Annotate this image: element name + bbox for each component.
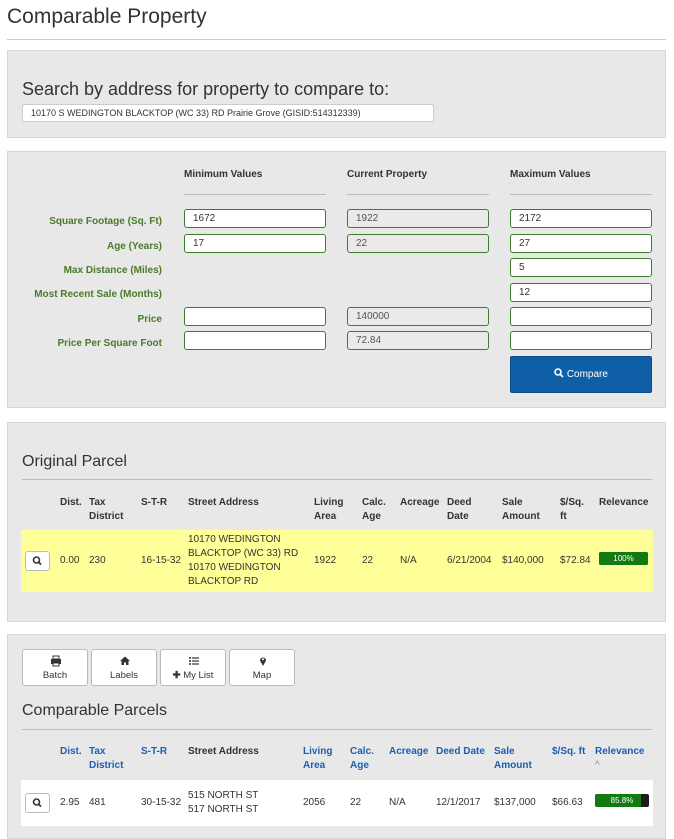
- max-distance-label: Max Distance (Miles): [63, 265, 162, 276]
- comp-str: 30-15-32: [141, 797, 182, 808]
- batch-label: Batch: [42, 670, 68, 681]
- comparable-row: [21, 780, 653, 826]
- orig-sqft: $72.84: [560, 555, 591, 566]
- sort-living-area[interactable]: [303, 745, 332, 773]
- th-dist: Dist.: [60, 497, 82, 508]
- comp-deed: 12/1/2017: [436, 797, 481, 808]
- sort-tax-a: Tax: [89, 746, 106, 757]
- search-icon: [26, 794, 49, 812]
- print-icon: [23, 655, 89, 667]
- my-list-button[interactable]: [160, 649, 226, 686]
- th-sqft-b: ft: [560, 511, 567, 522]
- th-sale-amount: [502, 496, 540, 524]
- sort-relevance-label: Relevance: [595, 746, 645, 757]
- comp-sale: $137,000: [494, 797, 536, 808]
- orig-addr-1: 10170 WEDINGTON: [188, 534, 281, 545]
- sort-tax-b: District: [89, 760, 124, 771]
- filter-panel: [7, 151, 666, 408]
- comp-address: [188, 789, 258, 817]
- orig-relevance-label: 100%: [613, 554, 634, 563]
- comp-acreage: N/A: [389, 797, 406, 808]
- max-distance-input[interactable]: 5: [510, 258, 652, 277]
- max-divider: [510, 194, 652, 195]
- title-divider: [7, 39, 666, 40]
- sqft-max-input[interactable]: 2172: [510, 209, 652, 228]
- orig-relevance-bar: [599, 552, 648, 565]
- address-search-input[interactable]: 10170 S WEDINGTON BLACKTOP (WC 33) RD Prairie Grove (GISID:514312339): [22, 104, 434, 122]
- map-marker-icon: [230, 655, 296, 667]
- th-calc-b: Age: [362, 511, 381, 522]
- th-deed-date: [447, 496, 471, 524]
- th-deed-a: Deed: [447, 497, 472, 508]
- sort-sale-a: Sale: [494, 746, 515, 757]
- search-icon: [26, 552, 49, 570]
- map-label: Map: [252, 670, 272, 681]
- search-icon: [554, 368, 564, 378]
- original-parcel-row: [21, 530, 653, 592]
- sort-dist[interactable]: Dist.: [60, 746, 82, 757]
- compare-button[interactable]: [510, 356, 652, 393]
- sort-str[interactable]: S-T-R: [141, 746, 168, 757]
- search-heading: Search by address for property to compare to:: [22, 79, 390, 99]
- sort-living-a: Living: [303, 746, 333, 757]
- orig-acreage: N/A: [400, 555, 417, 566]
- age-min-input[interactable]: 17: [184, 234, 326, 253]
- comparable-parcels-title: Comparable Parcels: [22, 702, 167, 719]
- age-label: Age (Years): [106, 241, 162, 252]
- comp-relevance-bar: [595, 794, 649, 807]
- sort-sale-amount[interactable]: [494, 745, 532, 773]
- view-comparable-button[interactable]: [25, 793, 50, 813]
- th-street-address: Street Address: [188, 497, 259, 508]
- th-acreage: Acreage: [400, 497, 440, 508]
- th-sale-b: Amount: [502, 511, 540, 522]
- th-calc-age: [362, 496, 386, 524]
- labels-label: Labels: [110, 670, 138, 681]
- max-values-heading: Maximum Values: [510, 169, 591, 180]
- age-current-value: 22: [347, 234, 489, 253]
- view-parcel-button[interactable]: [25, 551, 50, 571]
- min-divider: [184, 194, 326, 195]
- comp-sqft: $66.63: [552, 797, 583, 808]
- sort-living-b: Area: [303, 760, 326, 771]
- comp-tax: 481: [89, 797, 106, 808]
- min-values-heading: Minimum Values: [184, 169, 263, 180]
- th-comp-street-address: Street Address: [188, 746, 259, 757]
- comp-dist: 2.95: [60, 797, 80, 808]
- sort-relevance[interactable]: [595, 745, 644, 773]
- my-list-label-wrap: [161, 670, 225, 681]
- sqft-min-input[interactable]: 1672: [184, 209, 326, 228]
- comparable-parcels-panel: [7, 634, 666, 839]
- sort-tax-district[interactable]: [89, 745, 123, 773]
- recent-sale-label: Most Recent Sale (Months): [34, 289, 162, 300]
- price-max-input[interactable]: [510, 307, 652, 326]
- orig-tax: 230: [89, 555, 106, 566]
- th-price-sqft: [560, 496, 584, 524]
- orig-dist: 0.00: [60, 555, 80, 566]
- price-min-input[interactable]: [184, 307, 326, 326]
- comp-relevance-label: 85.8%: [610, 796, 634, 805]
- th-str: S-T-R: [141, 497, 168, 508]
- th-deed-b: Date: [447, 511, 469, 522]
- th-relevance: Relevance: [599, 497, 649, 508]
- orig-deed: 6/21/2004: [447, 555, 492, 566]
- plus-icon: ✚: [172, 670, 181, 681]
- th-sqft-a: $/Sq.: [560, 497, 584, 508]
- price-label: Price: [137, 314, 162, 325]
- batch-button[interactable]: [22, 649, 88, 686]
- sqft-label: Square Footage (Sq. Ft): [49, 216, 162, 227]
- orig-addr-2: BLACKTOP (WC 33) RD: [188, 548, 299, 559]
- sort-calc-age[interactable]: [350, 745, 374, 773]
- orig-sale: $140,000: [502, 555, 544, 566]
- home-icon: [92, 655, 158, 667]
- comp-addr-1: 515 NORTH ST: [188, 790, 259, 801]
- comp-living: 2056: [303, 797, 326, 808]
- orig-str: 16-15-32: [141, 555, 182, 566]
- th-tax-district: [89, 496, 123, 524]
- original-parcel-title: Original Parcel: [22, 453, 127, 470]
- orig-age: 22: [362, 555, 374, 566]
- orig-addr-3: 10170 WEDINGTON: [188, 562, 281, 573]
- age-max-input[interactable]: 27: [510, 234, 652, 253]
- map-button[interactable]: [229, 649, 295, 686]
- original-divider: [22, 479, 652, 480]
- sort-calc-a: Calc.: [350, 746, 374, 757]
- page-title: Comparable Property: [7, 5, 207, 28]
- original-parcel-panel: [7, 422, 666, 622]
- sort-price-sqft[interactable]: $/Sq. ft: [552, 746, 586, 757]
- sort-calc-b: Age: [350, 760, 369, 771]
- sort-deed-date[interactable]: Deed Date: [436, 746, 485, 757]
- th-living-area: [314, 496, 343, 524]
- orig-living: 1922: [314, 555, 337, 566]
- comp-age: 22: [350, 797, 362, 808]
- ppsf-max-input[interactable]: [510, 331, 652, 350]
- current-property-heading: Current Property: [347, 169, 428, 180]
- search-panel: [7, 50, 666, 138]
- sort-sale-b: Amount: [494, 760, 532, 771]
- sqft-current-value: 1922: [347, 209, 489, 228]
- my-list-label: My List: [183, 670, 214, 681]
- orig-address: [188, 533, 298, 589]
- th-living-a: Living: [314, 497, 344, 508]
- comparable-divider: [22, 729, 652, 730]
- orig-addr-4: BLACKTOP RD: [188, 576, 259, 587]
- ppsf-min-input[interactable]: [184, 331, 326, 350]
- ppsf-current-value: 72.84: [347, 331, 489, 350]
- price-current-value: 140000: [347, 307, 489, 326]
- labels-button[interactable]: [91, 649, 157, 686]
- th-tax-a: Tax: [89, 497, 106, 508]
- sort-caret-icon: ^: [595, 760, 600, 771]
- sort-acreage[interactable]: Acreage: [389, 746, 429, 757]
- price-per-sqft-label: Price Per Square Foot: [57, 338, 162, 349]
- th-living-b: Area: [314, 511, 337, 522]
- compare-label: Compare: [566, 369, 608, 380]
- th-calc-a: Calc.: [362, 497, 386, 508]
- list-icon: [161, 655, 227, 667]
- th-sale-a: Sale: [502, 497, 523, 508]
- th-tax-b: District: [89, 511, 124, 522]
- recent-sale-input[interactable]: 12: [510, 283, 652, 302]
- comp-addr-2: 517 NORTH ST: [188, 804, 259, 815]
- current-divider: [347, 194, 489, 195]
